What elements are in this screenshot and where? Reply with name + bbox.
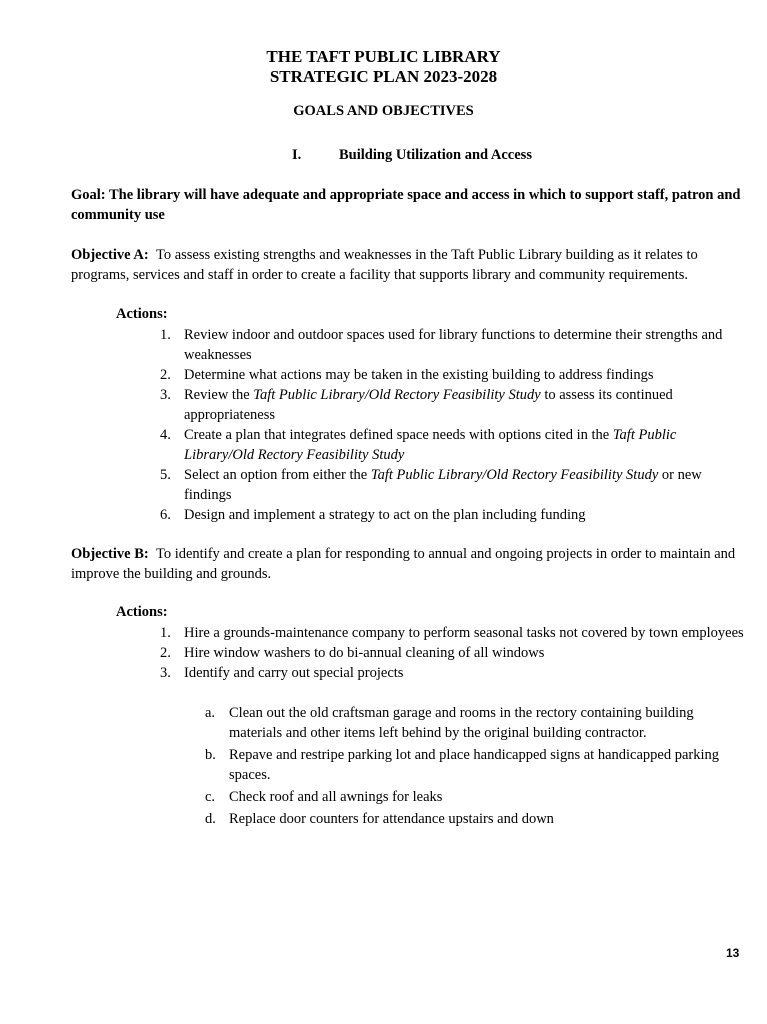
sub-list-item-letter: a. — [205, 705, 216, 721]
list-item — [160, 505, 750, 525]
objective-b-label: Objective B: — [71, 546, 149, 562]
list-item-number: 2. — [160, 645, 171, 661]
list-item-text: Identify and carry out special projects — [184, 665, 404, 681]
list-item — [160, 425, 750, 465]
sub-list-item — [205, 703, 750, 743]
sub-list-item-text: Clean out the old craftsman garage and rooms in the rectory containing building materials and other items left behind by the original building contractor. — [229, 705, 694, 741]
sub-list-item — [205, 809, 750, 829]
sub-list-item-letter: d. — [205, 811, 216, 827]
sub-list-item-letter: c. — [205, 789, 216, 805]
list-item — [160, 465, 750, 505]
document-title-line2: STRATEGIC PLAN 2023-2028 — [269, 67, 498, 86]
sub-list-item-text: Check roof and all awnings for leaks — [229, 789, 443, 805]
goal-statement: Goal: The library will have adequate and appropriate space and access in which to support staff, patron and community use — [71, 187, 741, 223]
section-title: Building Utilization and Access — [339, 147, 532, 163]
list-item-number: 1. — [160, 625, 171, 641]
objective-a-label: Objective A: — [71, 247, 149, 263]
list-item — [160, 643, 750, 663]
list-item — [160, 385, 750, 425]
list-item-text: Select an option from either the — [184, 467, 371, 483]
list-item-text: Design and implement a strategy to act on the plan including funding — [184, 507, 586, 523]
list-item-number: 4. — [160, 427, 171, 443]
objective-a-action-list — [160, 325, 750, 525]
objective-b-actions-label: Actions: — [116, 604, 168, 620]
section-number: I. — [292, 147, 302, 163]
study-title: Taft Public Library/Old Rectory Feasibility Study — [184, 427, 677, 463]
objective-b-subaction-list — [205, 703, 750, 831]
document-subtitle: GOALS AND OBJECTIVES — [293, 103, 474, 119]
list-item — [160, 623, 750, 643]
sub-list-item-text: Repave and restripe parking lot and place handicapped signs at handicapped parking spaces. — [229, 747, 720, 783]
list-item-text: Hire a grounds-maintenance company to perform seasonal tasks not covered by town employees — [184, 625, 744, 641]
list-item — [160, 325, 750, 365]
list-item-number: 2. — [160, 367, 171, 383]
sub-list-item-letter: b. — [205, 747, 216, 763]
list-item-number: 1. — [160, 327, 171, 343]
list-item-number: 5. — [160, 467, 171, 483]
list-item-text: Determine what actions may be taken in the existing building to address findings — [184, 367, 654, 383]
list-item-number: 3. — [160, 665, 171, 681]
list-item — [160, 663, 750, 683]
objective-b — [71, 544, 743, 584]
list-item-number: 6. — [160, 507, 171, 523]
list-item-text-tail: to assess its continued appropriateness — [184, 387, 673, 423]
sub-list-item — [205, 787, 750, 807]
objective-b-text: To identify and create a plan for responding to annual and ongoing projects in order to maintain and improve the building and grounds. — [71, 546, 736, 582]
page-number: 13 — [726, 946, 740, 960]
list-item-text: Create a plan that integrates defined space needs with options cited in the — [184, 427, 613, 443]
list-item-text: Hire window washers to do bi-annual cleaning of all windows — [184, 645, 545, 661]
list-item-number: 3. — [160, 387, 171, 403]
list-item — [160, 365, 750, 385]
document-title-line1: THE TAFT PUBLIC LIBRARY — [266, 47, 501, 66]
objective-a-text: To assess existing strengths and weaknesses in the Taft Public Library building as it relates to programs, services and staff in order to create a facility that supports library and community requirements. — [71, 247, 698, 283]
study-title: Taft Public Library/Old Rectory Feasibility Study — [253, 387, 541, 403]
study-title: Taft Public Library/Old Rectory Feasibility Study — [370, 467, 659, 483]
list-item-text: Review the — [184, 387, 254, 403]
list-item-text: Review indoor and outdoor spaces used for library functions to determine their strengths and weaknesses — [184, 327, 723, 363]
sub-list-item — [205, 745, 750, 785]
objective-a — [71, 245, 743, 285]
sub-list-item-text: Replace door counters for attendance upstairs and down — [229, 811, 554, 827]
objective-b-action-list — [160, 623, 750, 683]
objective-a-actions-label: Actions: — [116, 306, 168, 322]
list-item-text-tail: or new findings — [184, 467, 702, 503]
